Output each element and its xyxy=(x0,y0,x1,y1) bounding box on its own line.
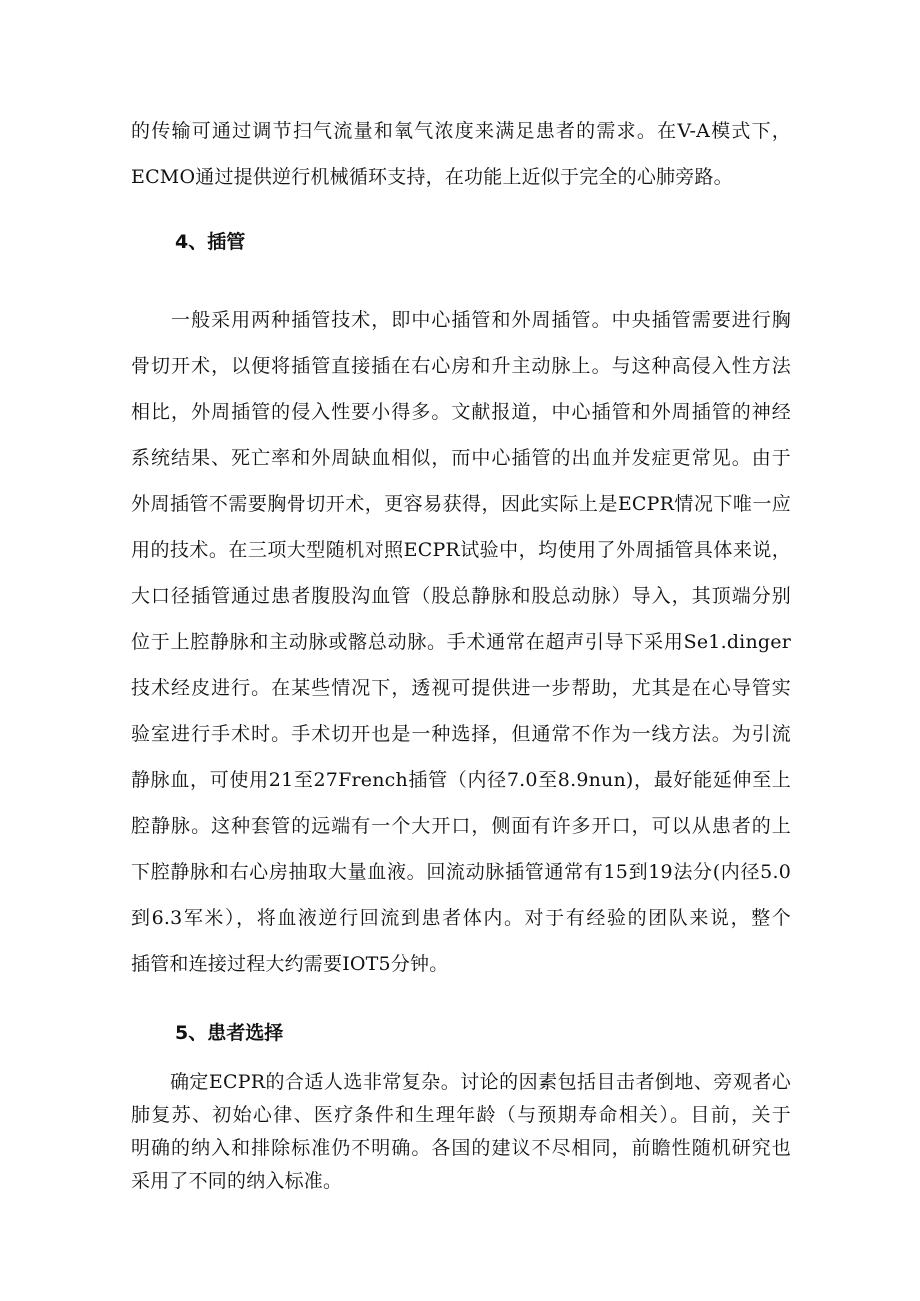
intubation-paragraph xyxy=(131,297,791,987)
text-line: 位于上腔静脉和主动脉或髂总动脉。手术通常在超声引导下采用Se1.dinger xyxy=(131,631,791,653)
text-line: 大口径插管通过患者腹股沟血管（股总静脉和股总动脉）导入，其顶端分别 xyxy=(131,585,791,607)
text-line: 下腔静脉和右心房抽取大量血液。回流动脉插管通常有15到19法分(内径5.0 xyxy=(131,861,791,883)
patient-selection-paragraph xyxy=(131,1066,791,1198)
intro-paragraph xyxy=(131,108,791,200)
text-line: 腔静脉。这种套管的远端有一个大开口，侧面有许多开口，可以从患者的上 xyxy=(131,815,791,837)
text-line: 相比，外周插管的侵入性要小得多。文献报道，中心插管和外周插管的神经 xyxy=(131,401,791,423)
text-line: 验室进行手术时。手术切开也是一种选择，但通常不作为一线方法。为引流 xyxy=(131,723,791,745)
section-heading-intubation: 4、插管 xyxy=(175,231,246,253)
text-line: 用的技术。在三项大型随机对照ECPR试验中，均使用了外周插管具体来说， xyxy=(131,539,791,561)
text-line: 确定ECPR的合适人选非常复杂。讨论的因素包括目击者倒地、旁观者心 xyxy=(131,1071,791,1093)
text-line: 静脉血，可使用21至27French插管（内径7.0至8.9nun)，最好能延伸至上 xyxy=(131,769,791,791)
text-line: 外周插管不需要胸骨切开术，更容易获得，因此实际上是ECPR情况下唯一应 xyxy=(131,493,791,515)
text-line: 肺复苏、初始心律、医疗条件和生理年龄（与预期寿命相关）。目前，关于 xyxy=(131,1104,791,1126)
text-line: 到6.3军米），将血液逆行回流到患者体内。对于有经验的团队来说，整个 xyxy=(131,907,791,929)
text-line: ECMO通过提供逆行机械循环支持，在功能上近似于完全的心肺旁路。 xyxy=(131,166,733,188)
text-line: 技术经皮进行。在某些情况下，透视可提供进一步帮助，尤其是在心导管实 xyxy=(131,677,791,699)
text-line: 插管和连接过程大约需要IOT5分钟。 xyxy=(131,953,449,975)
section-heading-patient-selection: 5、患者选择 xyxy=(175,1022,284,1044)
text-line: 明确的纳入和排除标准仍不明确。各国的建议不尽相同，前瞻性随机研究也 xyxy=(131,1137,791,1159)
text-line: 系统结果、死亡率和外周缺血相似，而中心插管的出血并发症更常见。由于 xyxy=(131,447,791,469)
text-line: 的传输可通过调节扫气流量和氧气浓度来满足患者的需求。在V-A模式下， xyxy=(131,120,791,142)
text-line: 采用了不同的纳入标准。 xyxy=(131,1170,343,1192)
text-line: 骨切开术，以便将插管直接插在右心房和升主动脉上。与这种高侵入性方法 xyxy=(131,355,791,377)
text-line: 一般采用两种插管技术，即中心插管和外周插管。中央插管需要进行胸 xyxy=(131,309,791,331)
